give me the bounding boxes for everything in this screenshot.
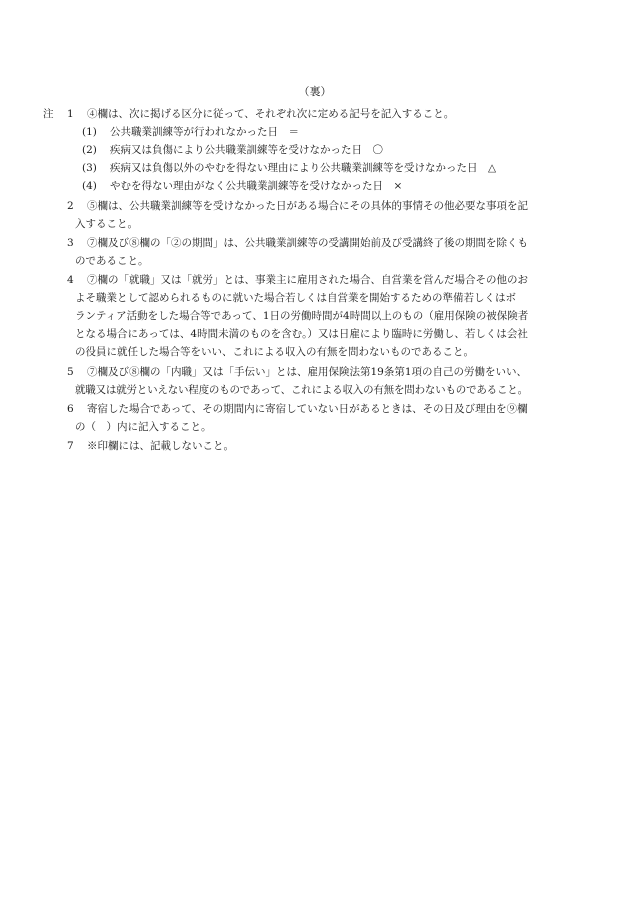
note-text-line: となる場合にあっては、4時間未満のものを含む。）又は日雇により臨時に労働し、若しくは会社 xyxy=(75,328,528,340)
sub-item-number: (4) xyxy=(82,180,97,192)
sub-item-number: (1) xyxy=(82,126,97,138)
note-number: 2 xyxy=(67,200,74,212)
note-text-line: の役員に就任した場合等をいい、これによる収入の有無を問わないものであること。 xyxy=(75,346,474,358)
note-text-line: のであること。 xyxy=(75,255,149,267)
sub-item-number: (3) xyxy=(82,162,97,174)
sub-item-text: 公共職業訓練等が行われなかった日 ＝ xyxy=(110,126,299,138)
note-text-line: 寄宿した場合であって、その期間内に寄宿していない日があるときは、その日及び理由を⑨欄 xyxy=(87,403,528,415)
note-text-line: ⑤欄は、公共職業訓練等を受けなかった日がある場合にその具体的事情その他必要な事項を記 xyxy=(87,200,528,212)
note-text-line: ⑦欄及び⑧欄の「②の期間」は、公共職業訓練等の受講開始前及び受講終了後の期間を除くも xyxy=(87,237,528,249)
note-number: 3 xyxy=(67,237,74,249)
note-text-line: ランティア活動をした場合等であって、1日の労働時間が4時間以上のもの（雇用保険の被保険者 xyxy=(75,310,529,322)
note-text-line: ⑦欄の「就職」又は「就労」とは、事業主に雇用された場合、自営業を営んだ場合その他のお xyxy=(87,274,528,286)
notes-label: 注 xyxy=(43,108,54,120)
note-text-line: よそ職業として認められるものに就いた場合若しくは自営業を開始するための準備若しくはボ xyxy=(75,292,516,304)
note-number: 5 xyxy=(67,366,74,378)
note-text-line: 就職又は就労といえない程度のものであって、これによる収入の有無を問わないものであること。 xyxy=(75,384,528,396)
sub-item-number: (2) xyxy=(82,144,97,156)
note-number: 6 xyxy=(67,403,74,415)
sub-item-text: やむを得ない理由がなく公共職業訓練等を受けなかった日 × xyxy=(110,180,403,192)
note-text-line: ※印欄には、記載しないこと。 xyxy=(87,440,234,452)
note-number: 7 xyxy=(67,440,74,452)
note-text-line: の（ ）内に記入すること。 xyxy=(75,421,212,433)
note-text-line: 入すること。 xyxy=(75,218,138,230)
sub-item-text: 疾病又は負傷により公共職業訓練等を受けなかった日 〇 xyxy=(110,144,383,156)
sub-item-text: 疾病又は負傷以外のやむを得ない理由により公共職業訓練等を受けなかった日 △ xyxy=(110,162,497,174)
page-heading: （裏） xyxy=(298,85,332,98)
note-text-line: ⑦欄及び⑧欄の「内職」又は「手伝い」とは、雇用保険法第19条第1項の自己の労働をいい、 xyxy=(87,366,528,378)
note-number: 1 xyxy=(67,108,74,120)
note-number: 4 xyxy=(67,274,74,286)
note-text-line: ④欄は、次に掲げる区分に従って、それぞれ次に定める記号を記入すること。 xyxy=(87,108,455,120)
